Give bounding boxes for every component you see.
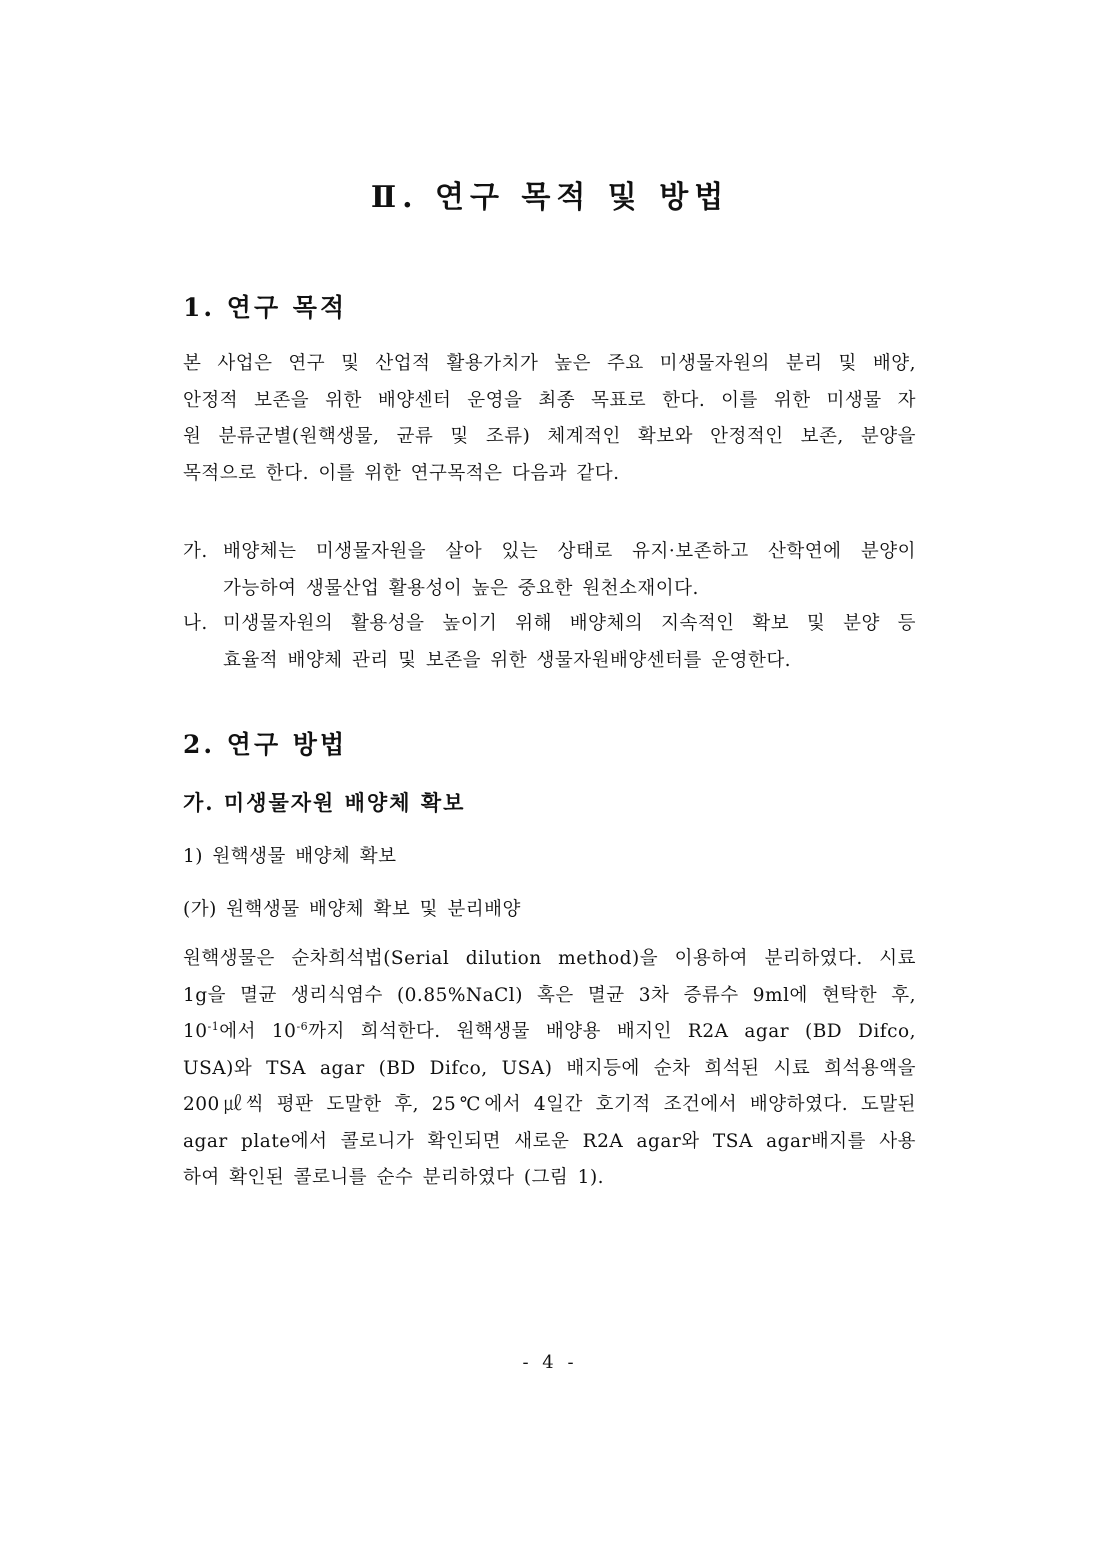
- list-marker: 나.: [183, 613, 208, 634]
- list-marker: 가.: [183, 541, 208, 562]
- paragraph-line: 200㎕씩 평판 도말한 후, 25℃에서 4일간 호기적 조건에서 배양하였다. 도말된: [183, 1094, 916, 1115]
- section-2-heading: 2. 연구 방법: [183, 730, 348, 759]
- list-item-na: [183, 606, 916, 679]
- paragraph-line: 원 분류군별(원핵생물, 균류 및 조류) 체계적인 확보와 안정적인 보존, 분양을: [183, 426, 916, 447]
- paragraph-line: 목적으로 한다. 이를 위한 연구목적은 다음과 같다.: [183, 462, 620, 484]
- section-1-paragraph: [183, 346, 916, 492]
- section-2-paragraph: [183, 941, 916, 1197]
- paragraph-line: USA)와 TSA agar (BD Difco, USA) 배지등에 순차 희석된 시료 희석용액을: [183, 1057, 916, 1079]
- item-heading: 1) 원핵생물 배양체 확보: [183, 846, 397, 867]
- subsection-heading: 가. 미생물자원 배양체 확보: [183, 790, 466, 815]
- paragraph-line-with-exponents: [183, 1014, 916, 1051]
- paragraph-line: 본 사업은 연구 및 산업적 활용가치가 높은 주요 미생물자원의 분리 및 배양,: [183, 353, 916, 374]
- exponent-base: 10: [183, 1021, 208, 1042]
- page-number: - 4 -: [522, 1352, 578, 1373]
- exponent: -1: [207, 1019, 220, 1033]
- chapter-title: Ⅱ. 연구 목적 및 방법: [370, 180, 730, 215]
- list-item-line: 가능하여 생물산업 활용성이 높은 중요한 원천소재이다.: [223, 577, 699, 599]
- list-item-line: 미생물자원의 활용성을 높이기 위해 배양체의 지속적인 확보 및 분양 등: [223, 613, 916, 634]
- section-1-heading: 1. 연구 목적: [183, 293, 348, 322]
- paragraph-line: 1g을 멸균 생리식염수 (0.85%NaCl) 혹은 멸균 3차 증류수 9ml에 현탁한 후,: [183, 984, 916, 1006]
- paragraph-line: 원핵생물은 순차희석법(Serial dilution method)을 이용하여 분리하였다. 시료: [183, 948, 916, 969]
- list-item-ga: [183, 534, 916, 607]
- subitem-heading: (가) 원핵생물 배양체 확보 및 분리배양: [183, 899, 521, 920]
- text-fragment: 에서 10: [219, 1021, 297, 1042]
- exponent: -6: [296, 1019, 309, 1033]
- paragraph-line: 하여 확인된 콜로니를 순수 분리하였다 (그림 1).: [183, 1167, 605, 1188]
- text-fragment: 까지 희석한다. 원핵생물 배양용 배지인 R2A agar (BD Difco,: [308, 1021, 916, 1042]
- paragraph-line: 안정적 보존을 위한 배양센터 운영을 최종 목표로 한다. 이를 위한 미생물 자: [183, 389, 916, 411]
- list-item-line: 효율적 배양체 관리 및 보존을 위한 생물자원배양센터를 운영한다.: [223, 649, 792, 671]
- list-item-line: 배양체는 미생물자원을 살아 있는 상태로 유지·보존하고 산학연에 분양이: [223, 541, 916, 562]
- paragraph-line: agar plate에서 콜로니가 확인되면 새로운 R2A agar와 TSA agar배지를 사용: [183, 1130, 916, 1152]
